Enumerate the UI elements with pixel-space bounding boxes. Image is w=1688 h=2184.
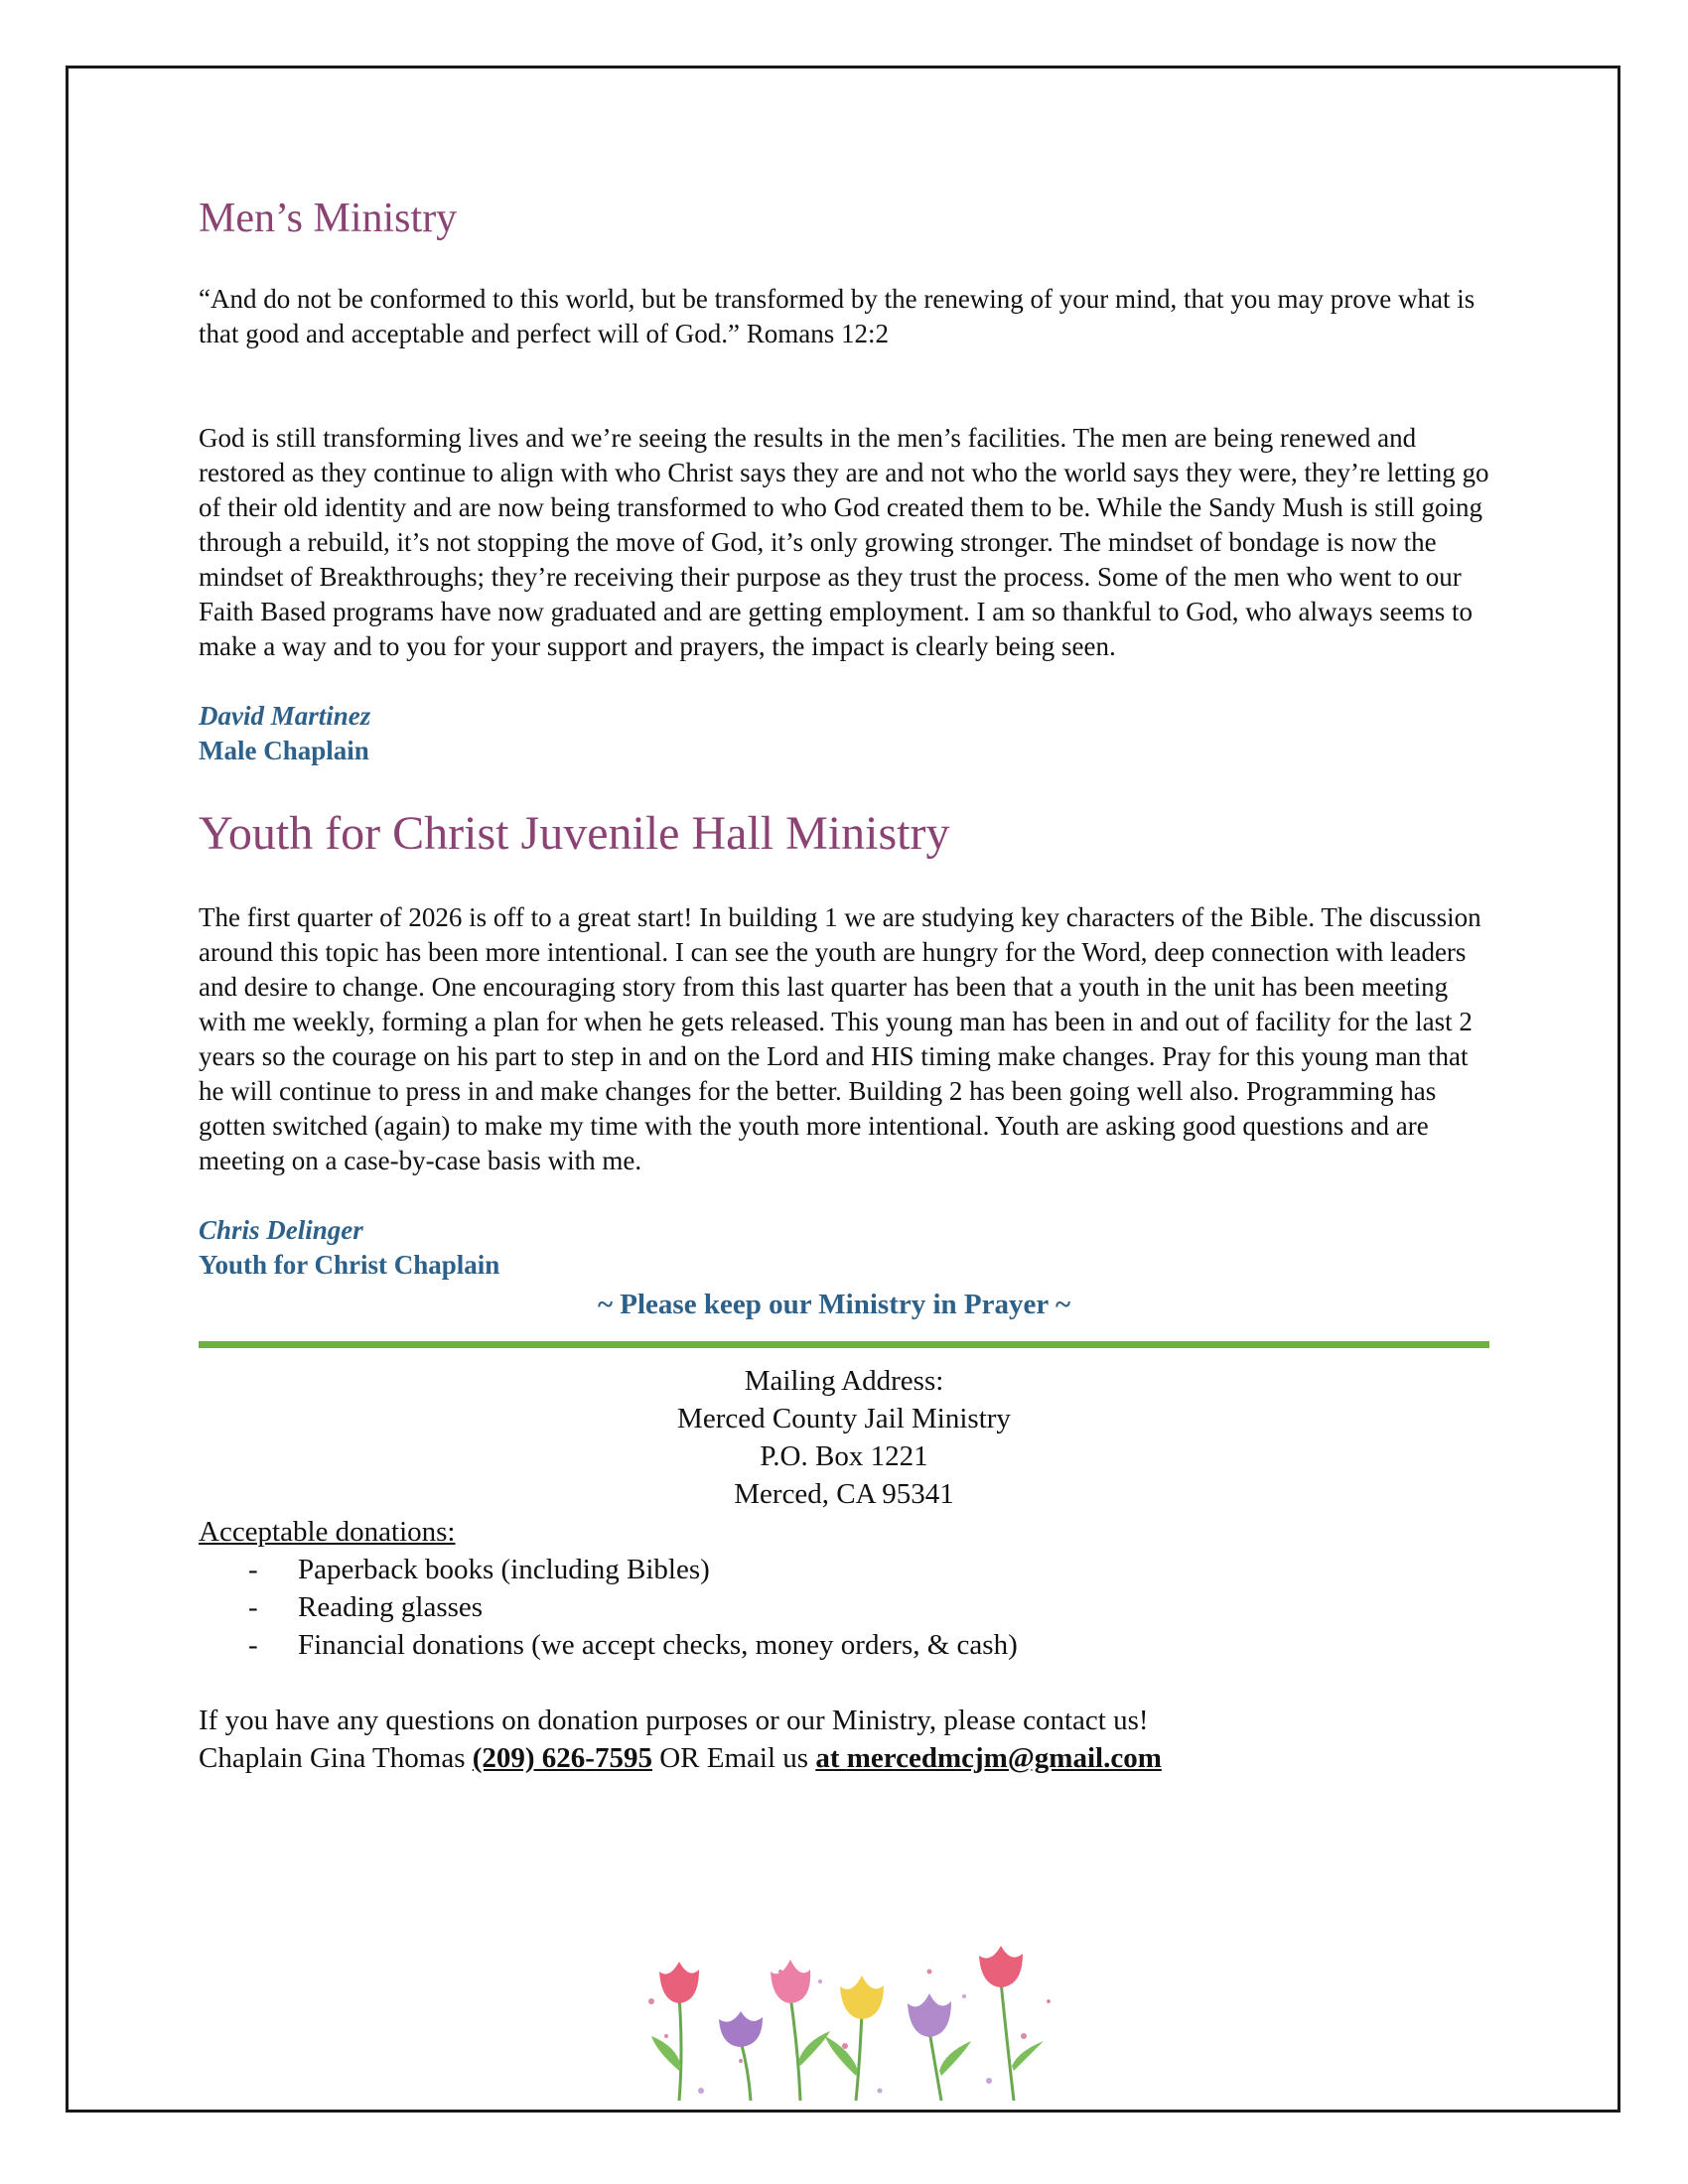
green-divider [199,1341,1489,1348]
tulip-decoration-icon [632,1942,1068,2106]
youth-signature-name: Chris Delinger [199,1215,363,1245]
address-city: Merced, CA 95341 [734,1478,954,1510]
contact-or-text: OR Email us [651,1742,816,1774]
donation-item-label: Paperback books (including Bibles) [298,1554,710,1585]
scripture-quote: “And do not be conformed to this world, but be transformed by the renewing of your mind, that you may prove what is that good and acceptable and perfect will of God.” Romans 12:2 [199,284,1476,348]
list-item: - Paperback books (including Bibles) [248,1554,710,1585]
mens-ministry-section [199,195,1489,768]
contact-intro: If you have any questions on donation purposes or our Ministry, please contact us! [199,1705,1149,1736]
youth-ministry-section [199,806,1489,1283]
contact-chaplain-name: Chaplain Gina Thomas [199,1742,473,1774]
mens-ministry-heading: Men’s Ministry [199,196,458,241]
newsletter-page [199,195,1489,1777]
donation-item-label: Financial donations (we accept checks, money orders, & cash) [298,1629,1018,1661]
address-po-box: P.O. Box 1221 [760,1440,928,1472]
list-item: - Reading glasses [248,1591,484,1623]
contact-info [199,1702,1489,1777]
email-at-text: at [815,1742,847,1774]
contact-line [199,1739,1489,1777]
mens-signature-name: David Martinez [199,701,371,731]
youth-ministry-body: The first quarter of 2026 is off to a great start! In building 1 we are studying key characters of the Bible. The discussion around this topic has been more intentional. I can see the youth are hungry for the Word, deep connection with leaders and desire to change. One encouraging story from this last quarter has been that a youth in the unit has been meeting with me weekly, forming a plan for when he gets released. This young man has been in and out of facility for the last 2 years so the courage on his part to step in and on the Lord and HIS timing make changes. Pray for this young man that he will continue to press in and make changes for the better. Building 2 has been going well also. Programming has gotten switched (again) to make my time with the youth more intentional. Youth are asking good questions and are meeting on a case-by-case basis with me. [199,902,1481,1175]
mailing-address [199,1362,1489,1513]
mens-signature-title: Male Chaplain [199,736,369,765]
youth-ministry-heading: Youth for Christ Juvenile Hall Ministry [199,807,950,860]
prayer-request-line: ~ Please keep our Ministry in Prayer ~ [597,1289,1071,1320]
donations-heading: Acceptable donations: [199,1516,456,1548]
mens-ministry-body: God is still transforming lives and we’re seeing the results in the men’s facilities. The men are being renewed and restored as they continue to align with who Christ says they are and not who the world says they were, they’re letting go of their old identity and are now being transformed to who God created them to be. While the Sandy Mush is still going through a rebuild, it’s not stopping the move of God, it’s only growing stronger. The mindset of bondage is now the mindset of Breakthroughs; they’re receiving their purpose as they trust the process. Some of the men who went to our Faith Based programs have now graduated and are getting employment. I am so thankful to God, who always seems to make a way and to you for your support and prayers, the impact is clearly being seen. [199,423,1489,661]
donations-list [199,1551,1489,1664]
address-org-name: Merced County Jail Ministry [677,1403,1011,1434]
address-label: Mailing Address: [744,1365,944,1397]
email-link[interactable]: mercedmcjm@gmail.com [846,1742,1162,1774]
phone-link[interactable]: (209) 626-7595 [472,1742,652,1774]
list-item: - Financial donations (we accept checks, money orders, & cash) [248,1629,1018,1661]
donation-item-label: Reading glasses [298,1591,484,1623]
youth-signature-title: Youth for Christ Chaplain [199,1250,500,1280]
